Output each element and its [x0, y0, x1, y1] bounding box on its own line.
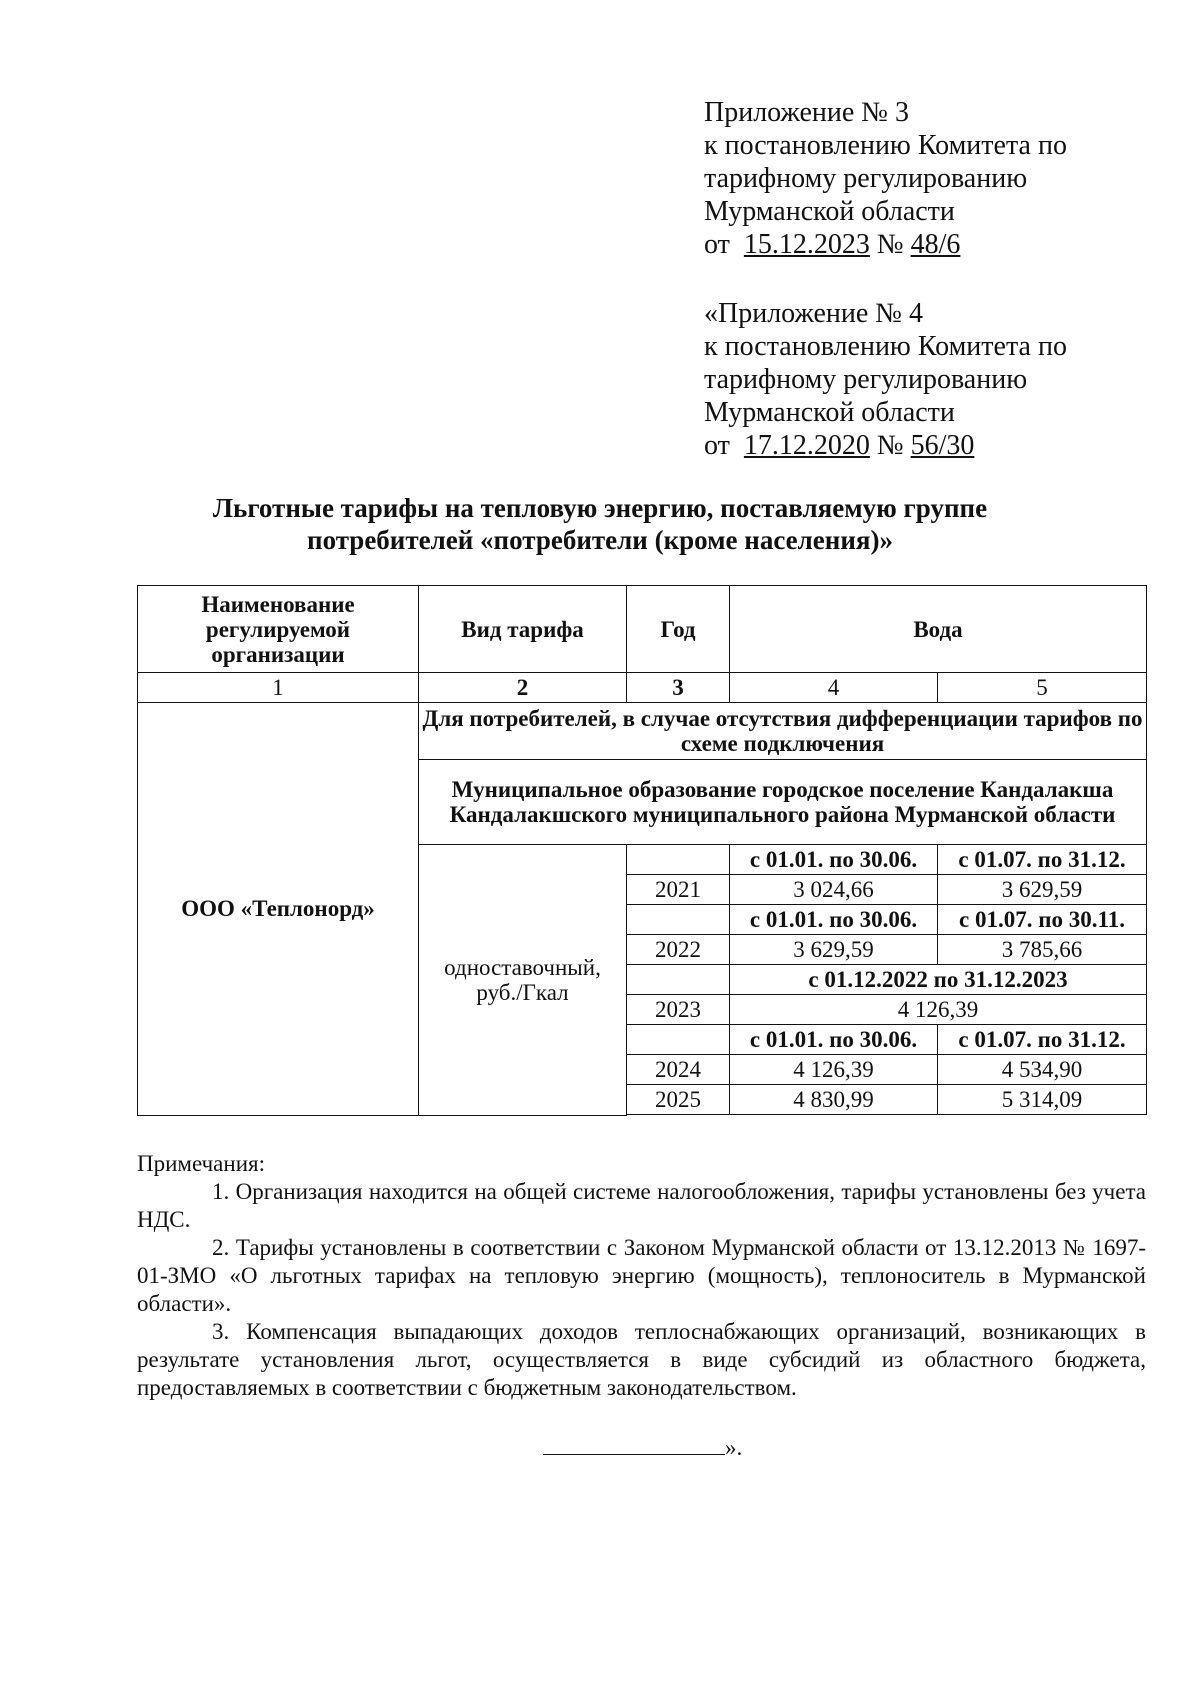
- appendix-3-line4: Мурманской области: [704, 196, 955, 227]
- appendix-4-date: 17.12.2020: [743, 430, 870, 461]
- value-cell: 4 534,90: [938, 1055, 1147, 1085]
- value-cell: 4 830,99: [730, 1085, 938, 1115]
- document-title-line2: потребителей «потребители (кроме населения)»: [307, 525, 893, 555]
- value-cell: 4 126,39: [730, 1055, 938, 1085]
- appendix-3-from: от: [704, 229, 730, 260]
- appendix-4-block: [704, 297, 1067, 462]
- note-2: 2. Тарифы установлены в соответствии с Законом Мурманской области от 13.12.2013 № 1697-01-ЗМО «О льготных тарифах на тепловую энергию (мощность), теплоноситель в Мурманской области».: [137, 1235, 1146, 1316]
- year-empty-cell: [627, 965, 730, 995]
- signature-line: [543, 1434, 725, 1455]
- appendix-4-title: «Приложение № 4: [704, 298, 923, 329]
- org-name-cell: ООО «Теплонорд»: [138, 703, 419, 1116]
- year-cell: 2021: [627, 875, 730, 905]
- notes-heading: Примечания:: [137, 1151, 265, 1176]
- appendix-3-date: 15.12.2023: [743, 229, 870, 260]
- value-cell: 3 629,59: [938, 875, 1147, 905]
- period-cell: с 01.01. по 30.06.: [730, 845, 938, 875]
- col-number-2: 2: [419, 673, 627, 703]
- section-row-1: [138, 703, 1147, 760]
- period-cell: с 01.01. по 30.06.: [730, 905, 938, 935]
- appendix-3-line3: тарифному регулированию: [704, 163, 1028, 194]
- header-org: Наименование регулируемой организации: [138, 586, 419, 673]
- appendix-3-line2: к постановлению Комитета по: [704, 130, 1067, 161]
- appendix-3-number: 48/6: [910, 229, 961, 260]
- period-cell: с 01.07. по 31.12.: [938, 845, 1147, 875]
- appendix-4-num-sign: №: [876, 430, 904, 461]
- period-cell: с 01.01. по 30.06.: [730, 1025, 938, 1055]
- tariff-table: [137, 585, 1147, 1116]
- appendix-3-num-sign: №: [876, 229, 904, 260]
- appendix-4-number: 56/30: [910, 430, 975, 461]
- year-empty-cell: [627, 905, 730, 935]
- appendix-3-block: [704, 96, 1067, 261]
- col-number-3: 3: [627, 673, 730, 703]
- value-cell: 5 314,09: [938, 1085, 1147, 1115]
- header-year: Год: [627, 586, 730, 673]
- filler-cell: [627, 1115, 1147, 1116]
- appendix-3-date-line: [704, 228, 1067, 261]
- header-tariff-type: Вид тарифа: [419, 586, 627, 673]
- period-cell: с 01.12.2022 по 31.12.2023: [730, 965, 1147, 995]
- appendix-4-line3: тарифному регулированию: [704, 364, 1028, 395]
- notes-block: [137, 1150, 1146, 1402]
- col-number-1: 1: [138, 673, 419, 703]
- closing-line: [543, 1434, 742, 1461]
- table-header-row: [138, 586, 1147, 673]
- section-consumers: Для потребителей, в случае отсутствия дифференциации тарифов по схеме подключения: [419, 703, 1147, 760]
- year-empty-cell: [627, 845, 730, 875]
- document-title: [0, 492, 1200, 556]
- value-cell: 3 024,66: [730, 875, 938, 905]
- appendix-4-line4: Мурманской области: [704, 397, 955, 428]
- header-water: Вода: [730, 586, 1147, 673]
- note-1: 1. Организация находится на общей системе налогообложения, тарифы установлены без учета НДС.: [137, 1179, 1146, 1232]
- year-empty-cell: [627, 1025, 730, 1055]
- appendix-3-title: Приложение № 3: [704, 97, 909, 128]
- period-cell: с 01.07. по 31.12.: [938, 1025, 1147, 1055]
- value-cell: 4 126,39: [730, 995, 1147, 1025]
- note-3: 3. Компенсация выпадающих доходов теплоснабжающих организаций, возникающих в результате установления льгот, осуществляется в виде субсидий из областного бюджета, предоставляемых в соответствии с бюджетным законодательством.: [137, 1319, 1146, 1400]
- col-number-5: 5: [938, 673, 1147, 703]
- year-cell: 2025: [627, 1085, 730, 1115]
- col-number-4: 4: [730, 673, 938, 703]
- closing-quote: ».: [725, 1435, 743, 1460]
- value-cell: 3 629,59: [730, 935, 938, 965]
- year-cell: 2023: [627, 995, 730, 1025]
- appendix-4-line2: к постановлению Комитета по: [704, 331, 1067, 362]
- period-cell: с 01.07. по 30.11.: [938, 905, 1147, 935]
- appendix-4-date-line: [704, 429, 1067, 462]
- section-municipality: Муниципальное образование городское поселение Кандалакша Кандалакшского муниципального района Мурманской области: [419, 760, 1147, 845]
- document-title-line1: Льготные тарифы на тепловую энергию, поставляемую группе: [212, 493, 988, 523]
- year-cell: 2024: [627, 1055, 730, 1085]
- column-number-row: [138, 673, 1147, 703]
- year-cell: 2022: [627, 935, 730, 965]
- value-cell: 3 785,66: [938, 935, 1147, 965]
- tariff-type-cell: одноставочный, руб./Гкал: [419, 845, 627, 1116]
- appendix-4-from: от: [704, 430, 730, 461]
